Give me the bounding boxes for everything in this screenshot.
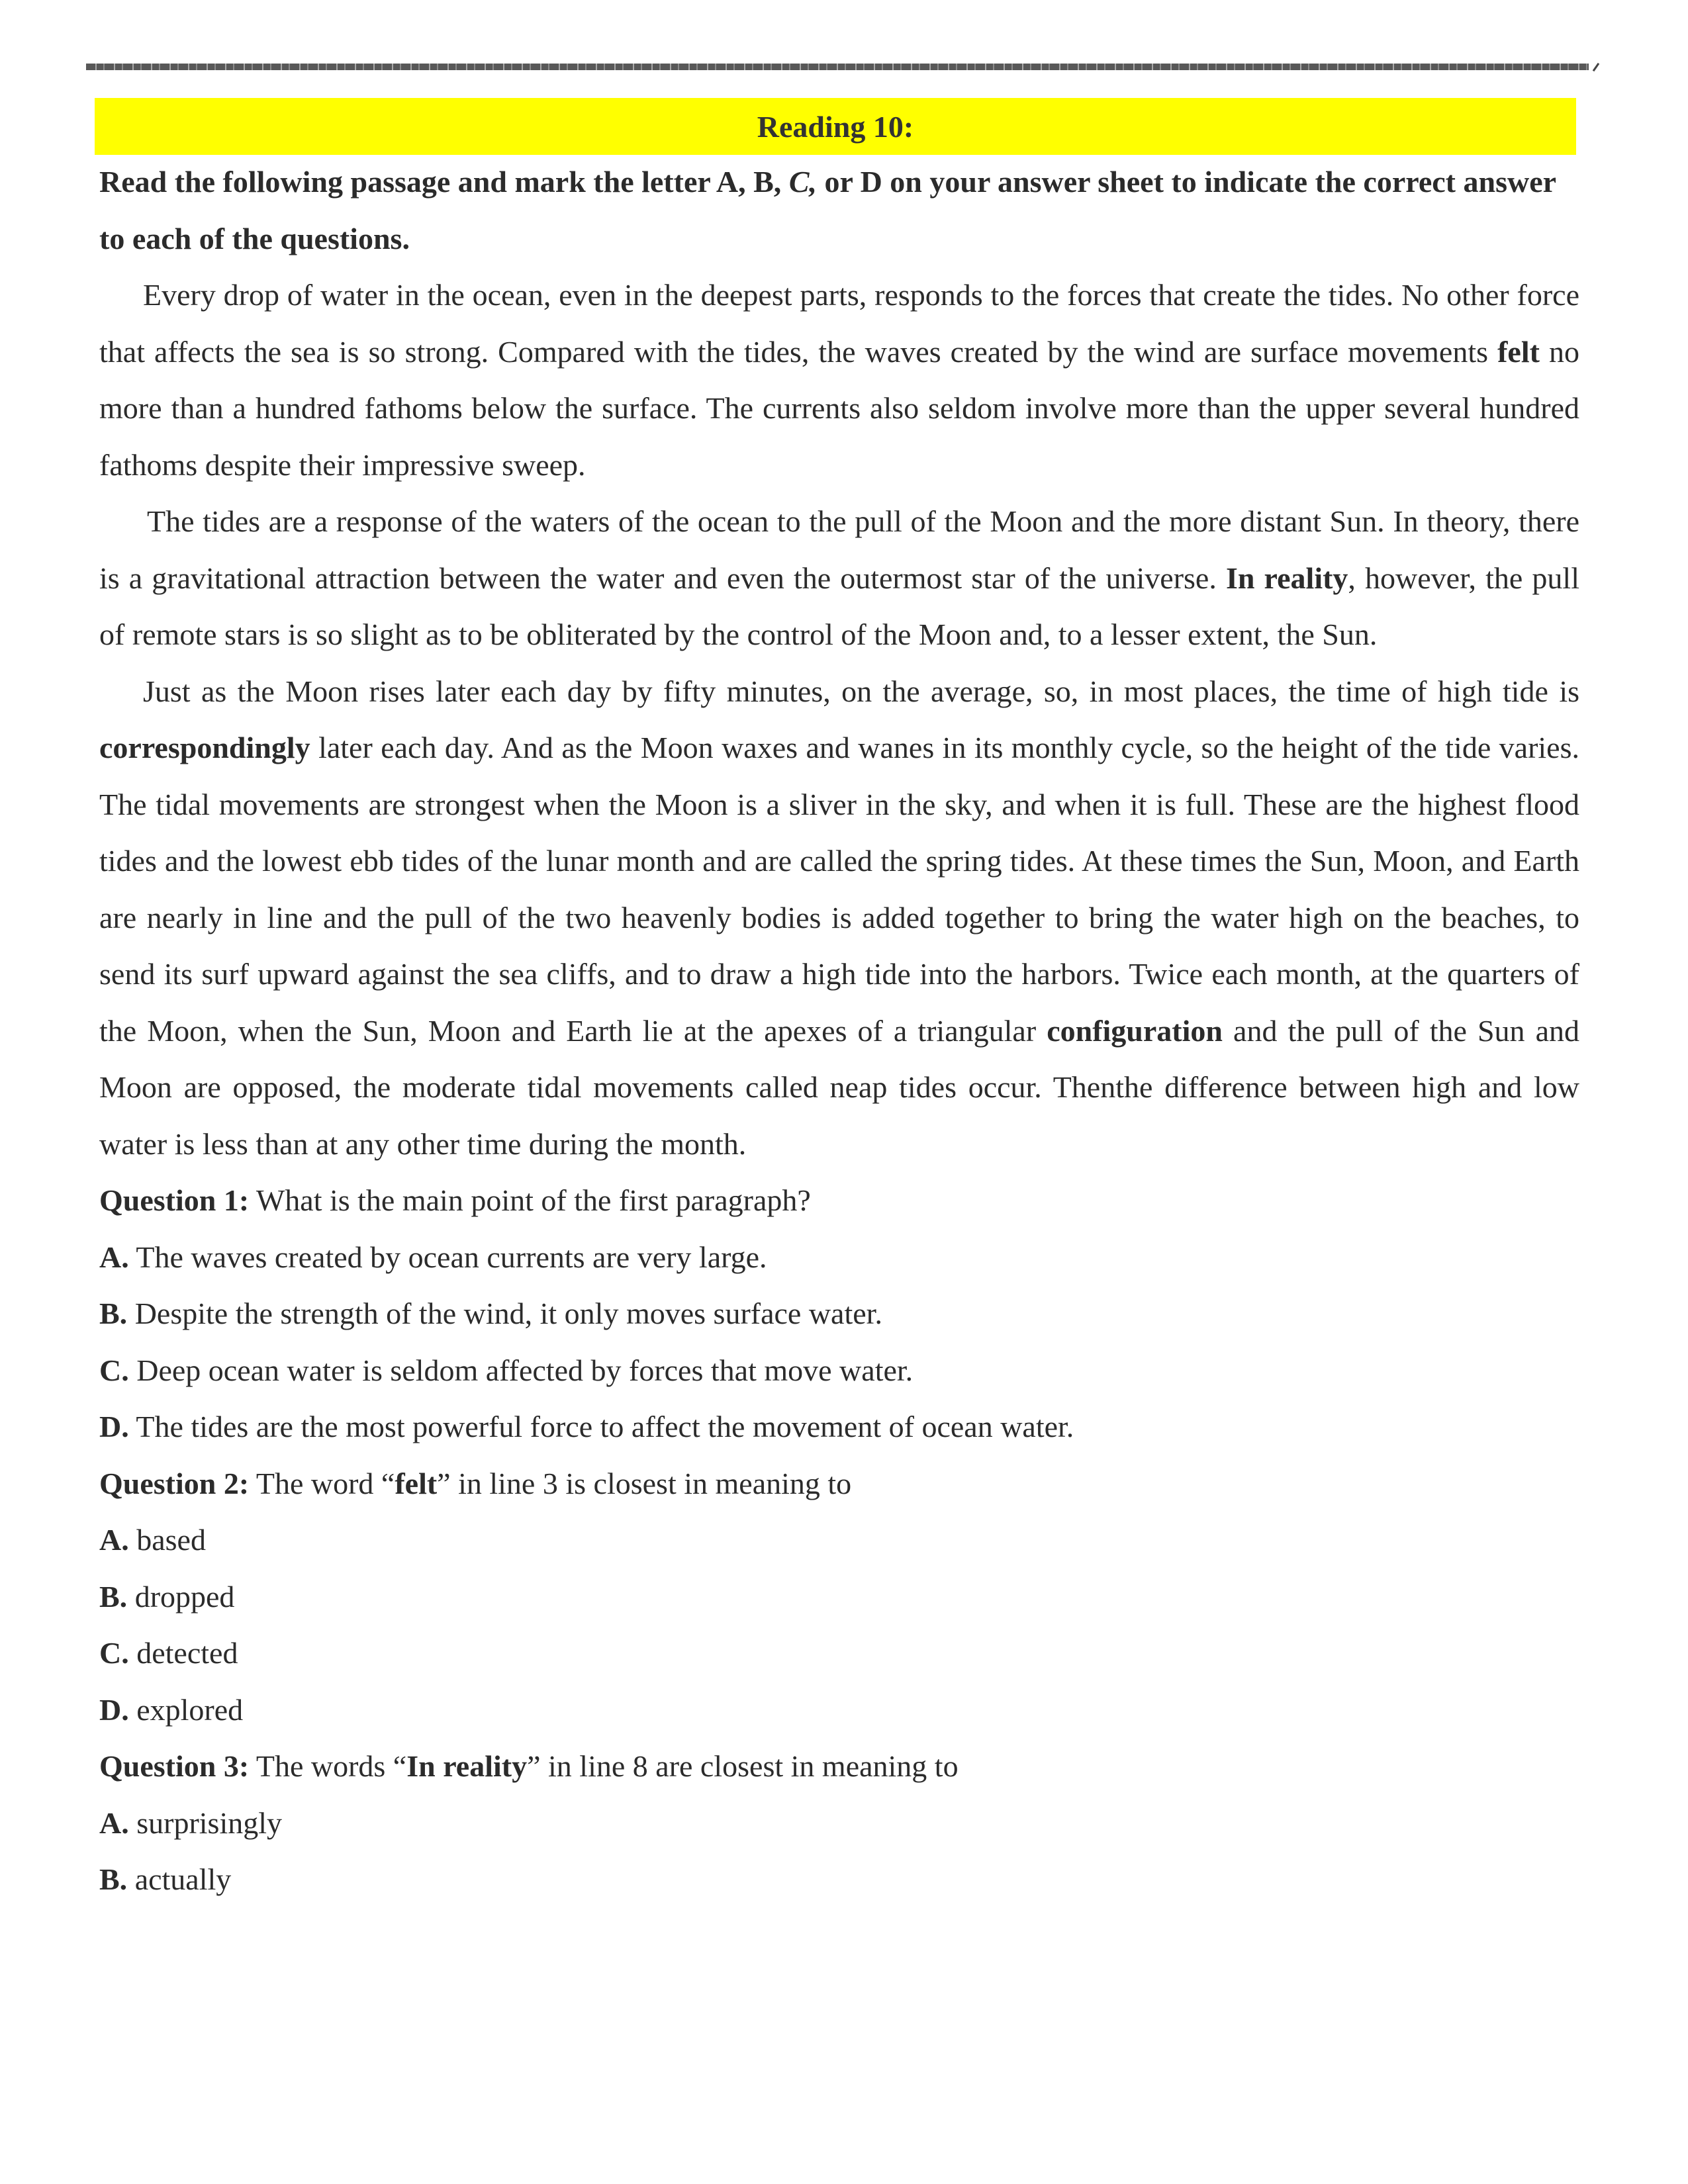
title-highlight bbox=[95, 98, 1576, 155]
content bbox=[99, 154, 1579, 1908]
question-text-a: The words “ bbox=[249, 1749, 407, 1783]
option-text: based bbox=[128, 1523, 206, 1557]
p2-text-a: The tides are a response of the waters of the ocean to the pull of the Moon and the more distant Sun. In theory, there is a gravitational attraction between the water and even the outermost star of the universe. bbox=[99, 504, 1579, 595]
p3-text-a: Just as the Moon rises later each day by fifty minutes, on the average, so, in most places, the time of high tide is bbox=[143, 674, 1579, 708]
p2-bold-phrase: In reality bbox=[1225, 561, 1348, 595]
option-letter: B. bbox=[99, 1297, 128, 1330]
question-bold-word: In reality bbox=[406, 1749, 528, 1783]
option-text: Despite the strength of the wind, it only moves surface water. bbox=[127, 1297, 882, 1330]
q2-option-d[interactable] bbox=[99, 1682, 1579, 1739]
p1-text-b: no more than a hundred fathoms below the surface. The currents also seldom involve more than the upper several hundred fathoms despite their impressive sweep. bbox=[99, 334, 1579, 482]
question-label: Question 3: bbox=[99, 1749, 250, 1783]
q1-option-b[interactable] bbox=[99, 1285, 1579, 1342]
question-2 bbox=[99, 1455, 1579, 1512]
q1-option-c[interactable] bbox=[99, 1342, 1579, 1399]
option-text: actually bbox=[127, 1862, 232, 1896]
option-text: The tides are the most powerful force to affect the movement of ocean water. bbox=[128, 1410, 1074, 1443]
p1-text-a: Every drop of water in the ocean, even in the deepest parts, responds to the forces that create the tides. No other force that affects the sea is so strong. Compared with the tides, the waves created by the wind are surface movements bbox=[99, 278, 1579, 369]
option-letter: C. bbox=[99, 1353, 129, 1387]
option-text: dropped bbox=[127, 1579, 235, 1614]
q3-option-b[interactable] bbox=[99, 1851, 1579, 1908]
p3-bold-word-1: correspondingly bbox=[99, 731, 310, 764]
p2-text-b: , however, the pull of remote stars is so slight as to be obliterated by the control of the Moon and, to a lesser extent, the Sun. bbox=[99, 561, 1579, 651]
q1-option-a[interactable] bbox=[99, 1229, 1579, 1286]
p3-text-c: and the pull of the Sun and Moon are opposed, the moderate tidal movements called neap tides occur. Thenthe difference between high and low water is less than at any other time during the month. bbox=[99, 1013, 1579, 1161]
question-label: Question 1: bbox=[99, 1183, 250, 1217]
p1-bold-word: felt bbox=[1497, 334, 1540, 369]
option-text: Deep ocean water is seldom affected by forces that move water. bbox=[128, 1353, 914, 1387]
option-letter: A. bbox=[99, 1805, 129, 1840]
page-title: Reading 10: bbox=[757, 109, 914, 144]
question-label: Question 2: bbox=[99, 1466, 250, 1500]
instructions-text-1: Read the following passage and mark the letter A, B, bbox=[99, 165, 789, 199]
question-text: What is the main point of the first paragraph? bbox=[249, 1183, 811, 1217]
option-text: detected bbox=[128, 1636, 238, 1670]
option-text: The waves created by ocean currents are very large. bbox=[128, 1240, 767, 1274]
q3-option-a[interactable] bbox=[99, 1795, 1579, 1852]
q2-option-a[interactable] bbox=[99, 1512, 1579, 1569]
header-rule-mark bbox=[1593, 63, 1599, 71]
option-letter: A. bbox=[99, 1523, 129, 1557]
option-letter: A. bbox=[99, 1240, 129, 1274]
passage-paragraph-3 bbox=[99, 663, 1579, 1173]
question-bold-word: felt bbox=[395, 1466, 438, 1500]
question-3 bbox=[99, 1738, 1579, 1795]
p3-text-b: later each day. And as the Moon waxes and wanes in its monthly cycle, so the height of the tide varies. The tidal movements are strongest when the Moon is a sliver in the sky, and when it is full. These are the highest flood tides and the lowest ebb tides of the lunar month and are called the spring tides. At these times the Sun, Moon, and Earth are nearly in line and the pull of the two heavenly bodies is added together to bring the water high on the beaches, to send its surf upward against the sea cliffs, and to draw a high tide into the harbors. Twice each month, at the quarters of the Moon, when the Sun, Moon and Earth lie at the apexes of a triangular bbox=[99, 731, 1579, 1048]
option-letter: D. bbox=[99, 1692, 129, 1727]
option-text: surprisingly bbox=[128, 1805, 283, 1840]
passage-paragraph-1 bbox=[99, 267, 1579, 493]
question-text-b: ” in line 3 is closest in meaning to bbox=[437, 1466, 852, 1500]
p3-bold-word-2: configuration bbox=[1047, 1013, 1223, 1048]
question-1 bbox=[99, 1172, 1579, 1229]
option-letter: B. bbox=[99, 1862, 128, 1896]
question-text-a: The word “ bbox=[249, 1466, 395, 1500]
q2-option-b[interactable] bbox=[99, 1569, 1579, 1625]
passage-paragraph-2 bbox=[99, 493, 1579, 663]
instructions bbox=[99, 154, 1579, 267]
option-text: explored bbox=[128, 1692, 244, 1727]
instructions-text-2: or D on your answer sheet to indicate the correct answer to each of the questions. bbox=[99, 165, 1556, 255]
q2-option-c[interactable] bbox=[99, 1625, 1579, 1682]
option-letter: C. bbox=[99, 1636, 129, 1670]
header-rule bbox=[86, 64, 1589, 70]
question-text-b: ” in line 8 are closest in meaning to bbox=[527, 1749, 959, 1783]
option-letter: D. bbox=[99, 1410, 129, 1443]
option-letter: B. bbox=[99, 1579, 128, 1614]
instructions-italic: C, bbox=[788, 165, 817, 199]
q1-option-d[interactable] bbox=[99, 1398, 1579, 1455]
